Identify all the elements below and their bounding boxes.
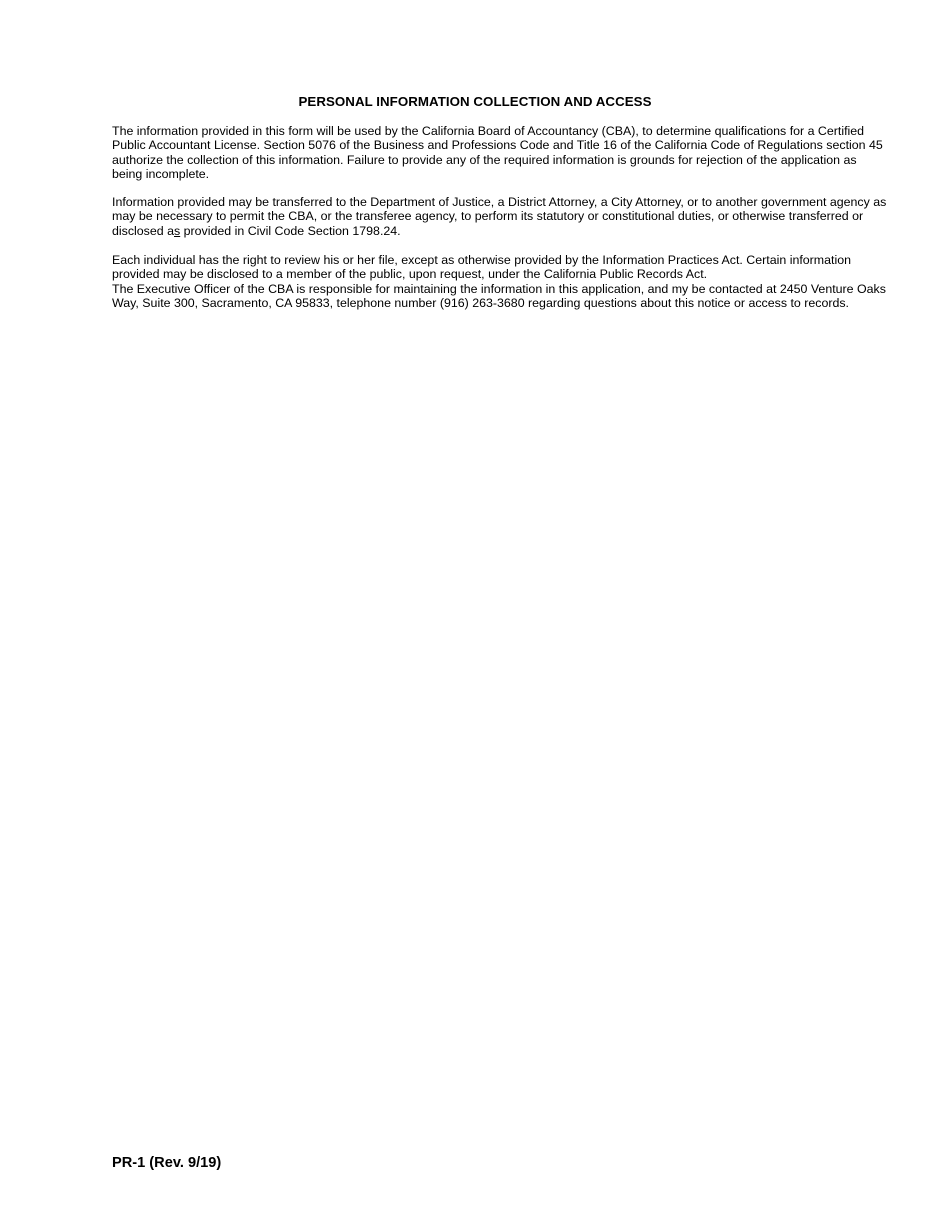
transfer-text-underlined: s <box>174 223 181 238</box>
review-rights-section <box>112 253 887 311</box>
information-transfer-paragraph <box>112 195 887 238</box>
transfer-text-end: provided in Civil Code Section 1798.24. <box>180 223 401 238</box>
page-title: PERSONAL INFORMATION COLLECTION AND ACCESS <box>298 94 652 109</box>
executive-officer-contact-paragraph: The Executive Officer of the CBA is responsible for maintaining the information in this application, and my be contacted at 2450 Venture Oaks Way, Suite 300, Sacramento, CA 95833, telephone number (916) 263-3680 regarding questions about this notice or access to records. <box>112 281 886 311</box>
transfer-text-start: Information provided may be transferred to the Department of Justice, a District Attorney, a City Attorney, or to another government agency as may be necessary to permit the CBA, or the transferee agency, to perform its statutory or constitutional duties, or otherwise transferred or disclosed a <box>112 195 887 238</box>
collection-purpose-paragraph: The information provided in this form will be used by the California Board of Accountancy (CBA), to determine qualifications for a Certified Public Accountant License. Section 5076 of the Business and Professions Code and Title 16 of the California Code of Regulations section 45 authorize the collection of this information. Failure to provide any of the required information is grounds for rejection of the application as being incomplete. <box>112 124 883 182</box>
form-revision-code: PR-1 (Rev. 9/19) <box>112 1155 222 1171</box>
review-rights-paragraph: Each individual has the right to review his or her file, except as otherwise provided by the Information Practices Act. Certain information provided may be disclosed to a member of the public, upon request, under the California Public Records Act. <box>112 253 851 282</box>
